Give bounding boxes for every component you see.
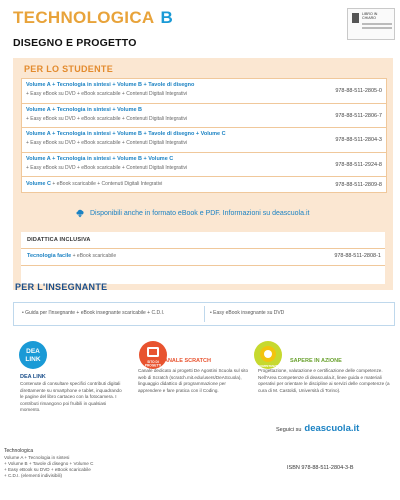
student-heading: PER LO STUDENTE [24,64,114,74]
product-row [22,79,386,104]
inclusive-isbn: 978-88-511-2808-1 [334,253,381,259]
badge-line [362,27,392,29]
svg-text:DEA: DEA [26,348,40,355]
footer-line: + Easy eBook su DVD + eBook scaricabile [4,467,91,472]
svg-text:COMPETENZE: COMPETENZE [258,364,278,368]
libro-in-chiaro-badge[interactable] [347,8,395,40]
scratch-channel-icon [138,340,168,370]
teacher-divider [204,306,205,322]
footer-isbn: ISBN 978-88-511-2804-3-B [287,465,354,471]
product-isbn: 978-88-511-2806-7 [335,112,382,119]
svg-text:LINK: LINK [25,356,41,363]
product-isbn: 978-88-511-2804-3 [335,137,382,143]
inclusive-title-text: Tecnologia facile [27,253,72,259]
book-title: TECHNOLOGICA [13,8,155,27]
teacher-items-right: • Easy eBook insegnante su DVD [210,310,285,316]
footer-line: Volume A + Tecnologia in sintesi [4,455,70,460]
product-isbn: 978-88-511-2809-8 [335,182,382,188]
badge-label [362,12,392,29]
product-row [22,104,386,129]
product-list [21,78,387,193]
barcode-area [287,445,383,461]
inclusive-heading: DIDATTICA INCLUSIVA [27,237,91,243]
download-cloud-icon [75,208,85,218]
product-items: + Easy eBook su DVD + eBook scaricabile + Contenuti Digitali Integrativi [26,140,188,146]
svg-text:PROGETTI: PROGETTI [144,363,162,368]
inclusive-product-title [27,253,116,259]
teacher-items-left: • Guida per l'insegnante + eBook insegnante scaricabile + C.D.I. [22,310,165,316]
feature-text: Progettazione, valutazione e certificazione delle competenze. Nell'Area Competenze di deascuola.it, linee guida e materiali operativi per orientare le discipline ai servizi delle competenze (a cura di M. Castoldi, Università di Torino). [258,368,390,393]
product-row [22,177,386,192]
footer-composition [4,455,93,479]
product-items: + Easy eBook su DVD + eBook scaricabile + Contenuti Digitali Integrativi [26,115,188,122]
feature-title: CANALE SCRATCH [160,358,211,364]
feature-title: SAPERE IN AZIONE [290,358,342,364]
footer-title: Technologica [4,448,34,454]
product-isbn: 978-88-511-2924-8 [335,161,382,168]
ebook-note-text: Disponibili anche in formato eBook e PDF. Informazioni su deascuola.it [90,209,310,217]
book-subtitle: DISEGNO E PROGETTO [13,37,137,49]
dea-link-icon [18,340,48,370]
product-items: + Easy eBook su DVD + eBook scaricabile + Contenuti Digitali Integrativi [26,164,188,171]
product-title: Volume A + Tecnologia in sintesi + Volume B + Tavole di disegno + Volume C [26,131,226,137]
badge-line [362,23,392,25]
knowledge-in-action-icon [253,340,283,370]
svg-text:SITO DI: SITO DI [147,360,159,364]
product-title: Volume A + Tecnologia in sintesi + Volume B + Volume C [26,155,174,162]
ebook-availability-note[interactable] [75,208,309,218]
product-row [22,153,386,178]
volume-letter: B [160,8,173,27]
inclusive-product-row [21,248,385,266]
follow-label: Seguici su [276,427,302,433]
inclusive-box [21,232,385,284]
product-row [22,128,386,153]
feature-title: DEA LINK [20,374,46,380]
title-row [13,8,173,28]
inclusive-items: + eBook scaricabile [71,253,117,259]
product-title-text: Volume C [26,181,51,187]
feature-text: Canale dedicato ai progetti De Agostini Scuola sul sito web di Scratch (scratch.mit.edu/users/DeAScuola), linguaggio didattico di programmazione per apprendere e fare pratica con il Coding. [138,368,249,393]
qr-icon [352,13,359,23]
product-title [26,181,162,187]
footer-line: + Volume B + Tavole di disegno + Volume C [4,461,94,466]
feature-text: Contenute di consultare specifici contributi digitali direttamente su smartphone e tablet, inquadrando le pagine del libro cartaceo con la fotocamera. I contributi rimangono poi fruibili in qualsiasi momento. [20,381,122,413]
website-link[interactable]: deascuola.it [304,423,360,434]
product-items: + Easy eBook su DVD + eBook scaricabile + Contenuti Digitali Integrativi [26,91,188,97]
product-items: + eBook scaricabile + Contenuti Digitali Integrativi [50,181,163,187]
student-panel [13,58,393,290]
product-isbn: 978-88-511-2805-0 [335,88,382,94]
badge-text: LIBRO IN CHIARO [362,12,378,21]
teacher-heading: PER L'INSEGNANTE [15,282,108,292]
footer-line: + C.D.I. (elementi indivisibili) [4,473,63,478]
follow-us[interactable] [276,423,359,434]
product-title: Volume A + Tecnologia in sintesi + Volume B + Tavole di disegno [26,82,195,88]
product-title: Volume A + Tecnologia in sintesi + Volume B [26,106,143,113]
teacher-box [13,302,395,326]
